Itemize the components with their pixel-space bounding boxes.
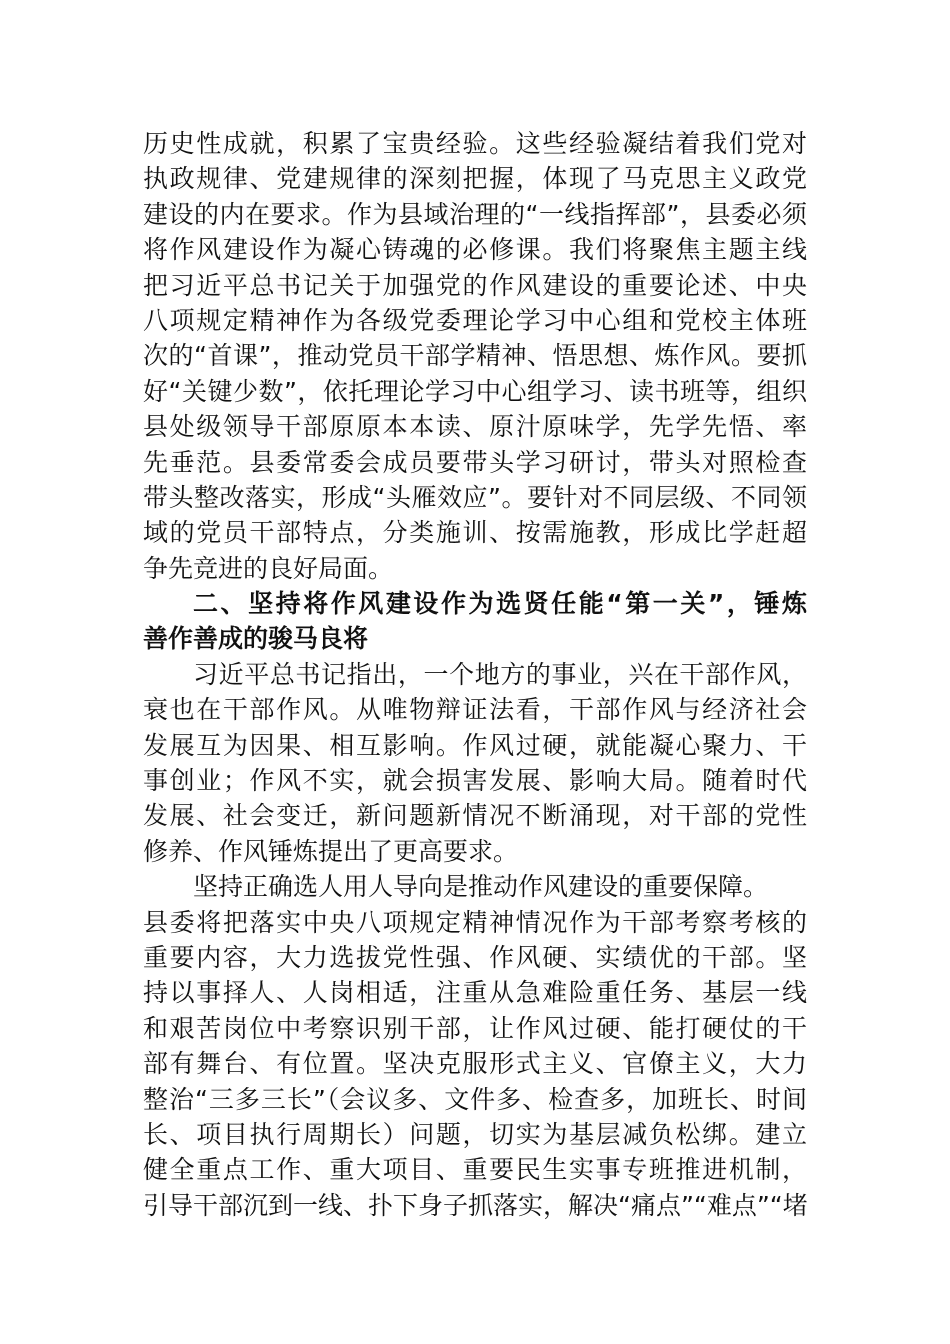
section-heading-line: 二、坚持将作风建设作为选贤任能“第一关”，锤炼: [193, 589, 807, 619]
paragraph-line: 习近平总书记指出，一个地方的事业，兴在干部作风，: [193, 659, 807, 689]
section-heading-line: 善作善成的骏马良将: [143, 624, 369, 654]
paragraph-line: 健全重点工作、重大项目、重要民生实事专班推进机制，: [143, 1155, 807, 1185]
paragraph-line: 部有舞台、有位置。坚决克服形式主义、官僚主义，大力: [143, 1049, 807, 1079]
paragraph-line: 好“关键少数”，依托理论学习中心组学习、读书班等，组织: [143, 376, 807, 406]
paragraph-line: 执政规律、党建规律的深刻把握，体现了马克思主义政党: [143, 164, 807, 194]
paragraph-line: 争先竞进的良好局面。: [143, 553, 394, 583]
paragraph-line: 历史性成就，积累了宝贵经验。这些经验凝结着我们党对: [143, 129, 807, 158]
document-body: [143, 126, 807, 1223]
paragraph-line: 次的“首课”，推动党员干部学精神、悟思想、炼作风。要抓: [143, 341, 807, 371]
paragraph-line: 县委将把落实中央八项规定精神情况作为干部考察考核的: [143, 907, 807, 937]
paragraph-line: 先垂范。县委常委会成员要带头学习研讨，带头对照检查: [143, 447, 807, 477]
paragraph-line: 持以事择人、人岗相适，注重从急难险重任务、基层一线: [143, 978, 807, 1008]
paragraph-line: 把习近平总书记关于加强党的作风建设的重要论述、中央: [143, 270, 807, 300]
paragraph-line: 修养、作风锤炼提出了更高要求。: [143, 836, 519, 866]
paragraph-line: 建设的内在要求。作为县域治理的“一线指挥部”，县委必须: [143, 199, 807, 229]
paragraph-line: 重要内容，大力选拔党性强、作风硬、实绩优的干部。坚: [143, 942, 807, 972]
paragraph-line: 长、项目执行周期长）问题，切实为基层减负松绑。建立: [143, 1119, 807, 1149]
paragraph-line: 衰也在干部作风。从唯物辩证法看，干部作风与经济社会: [143, 695, 807, 725]
paragraph-line: 整治“三多三长”（会议多、文件多、检查多，加班长、时间: [143, 1084, 807, 1114]
paragraph-line: 域的党员干部特点，分类施训、按需施教，形成比学赶超: [143, 518, 807, 548]
paragraph-line: 带头整改落实，形成“头雁效应”。要针对不同层级、不同领: [143, 482, 807, 512]
paragraph-line: 将作风建设作为凝心铸魂的必修课。我们将聚焦主题主线: [143, 235, 807, 265]
paragraph-line: 发展、社会变迁，新问题新情况不断涌现，对干部的党性: [143, 801, 807, 831]
paragraph-line: 和艰苦岗位中考察识别干部，让作风过硬、能打硬仗的干: [143, 1013, 807, 1043]
paragraph-line: 坚持正确选人用人导向是推动作风建设的重要保障。: [193, 872, 769, 902]
paragraph-line: 事创业；作风不实，就会损害发展、影响大局。随着时代: [143, 766, 807, 796]
paragraph-line: 引导干部沉到一线、扑下身子抓落实，解决“痛点”“难点”“堵: [143, 1190, 808, 1220]
paragraph-line: 县处级领导干部原原本本读、原汁原味学，先学先悟、率: [143, 412, 807, 442]
paragraph-line: 发展互为因果、相互影响。作风过硬，就能凝心聚力、干: [143, 730, 807, 760]
paragraph-line: 八项规定精神作为各级党委理论学习中心组和党校主体班: [143, 305, 807, 335]
